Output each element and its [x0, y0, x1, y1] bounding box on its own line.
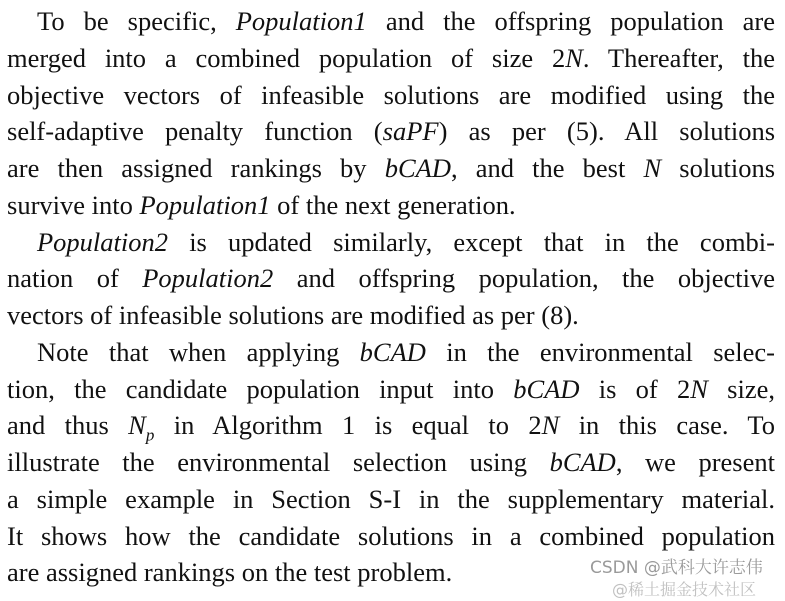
text-line	[7, 260, 775, 297]
text-line	[7, 444, 775, 481]
text-run: is of 2	[579, 373, 691, 404]
text-run: nation of	[7, 263, 143, 294]
italic-term: Population1	[139, 189, 271, 220]
italic-term: bCAD	[549, 447, 616, 477]
text-run: is updated similarly, except that in the combi-	[168, 226, 775, 257]
text-run: and thus	[7, 410, 129, 441]
text-line	[7, 334, 775, 371]
text-run: of the next generation.	[270, 189, 516, 220]
text-run: tion, the candidate population input into	[7, 373, 514, 404]
italic-term: N	[541, 410, 560, 441]
italic-term: bCAD	[513, 373, 580, 404]
text-run: self-adaptive penalty function (	[7, 116, 383, 147]
italic-term: N	[690, 373, 708, 404]
text-run: Note that when applying	[37, 336, 360, 367]
text-run: and offspring population, the objective	[273, 263, 776, 294]
italic-term: Population1	[235, 6, 367, 36]
text-run: ) as per (5). All solutions	[438, 116, 776, 147]
text-run: . Thereafter, the	[582, 42, 775, 73]
text-run: and the offspring population are	[366, 6, 775, 36]
juejin-watermark: @稀土掘金技术社区	[612, 580, 757, 599]
italic-term: N	[643, 153, 662, 183]
text-line	[7, 224, 775, 261]
italic-term: N	[128, 410, 146, 441]
text-run: in this case. To	[559, 410, 776, 441]
text-line	[7, 371, 775, 408]
csdn-watermark: CSDN @武科大许志伟	[590, 558, 763, 578]
text-line	[7, 3, 775, 40]
subscript: p	[145, 425, 155, 445]
text-line	[7, 150, 775, 187]
italic-term: Population2	[142, 263, 274, 294]
text-run: It shows how the candidate solutions in a combined population	[7, 520, 775, 551]
text-run: are then assigned rankings by	[7, 153, 385, 183]
italic-term: bCAD	[359, 336, 426, 367]
text-run: a simple example in Section S-I in the supplementary material.	[7, 483, 775, 514]
text-run: To be specific,	[37, 6, 236, 36]
text-run: survive into	[7, 189, 140, 220]
text-line	[7, 407, 775, 444]
text-line	[7, 113, 775, 150]
text-line	[7, 40, 775, 77]
text-line	[7, 77, 775, 114]
paper-text-body	[7, 3, 775, 591]
text-line	[7, 518, 775, 555]
text-run: merged into a combined population of size 2	[7, 42, 566, 73]
text-run: are assigned rankings on the test problem.	[7, 557, 453, 588]
text-run: , and the best	[450, 153, 644, 183]
italic-term: saPF	[382, 116, 439, 147]
text-line	[7, 481, 775, 518]
text-run: in the environmental selec-	[425, 336, 775, 367]
text-line	[7, 297, 775, 334]
italic-term: N	[565, 42, 583, 73]
text-run: objective vectors of infeasible solutions are modified using the	[7, 79, 775, 110]
text-run: illustrate the environmental selection using	[7, 447, 550, 477]
italic-term: bCAD	[384, 153, 451, 183]
italic-term: Population2	[37, 226, 169, 257]
text-run: solutions	[661, 153, 776, 183]
text-run: in Algorithm 1 is equal to 2	[154, 410, 542, 441]
text-run: , we present	[615, 447, 775, 477]
text-line	[7, 187, 775, 224]
text-run: size,	[707, 373, 776, 404]
text-run: vectors of infeasible solutions are modified as per (8).	[7, 300, 579, 330]
